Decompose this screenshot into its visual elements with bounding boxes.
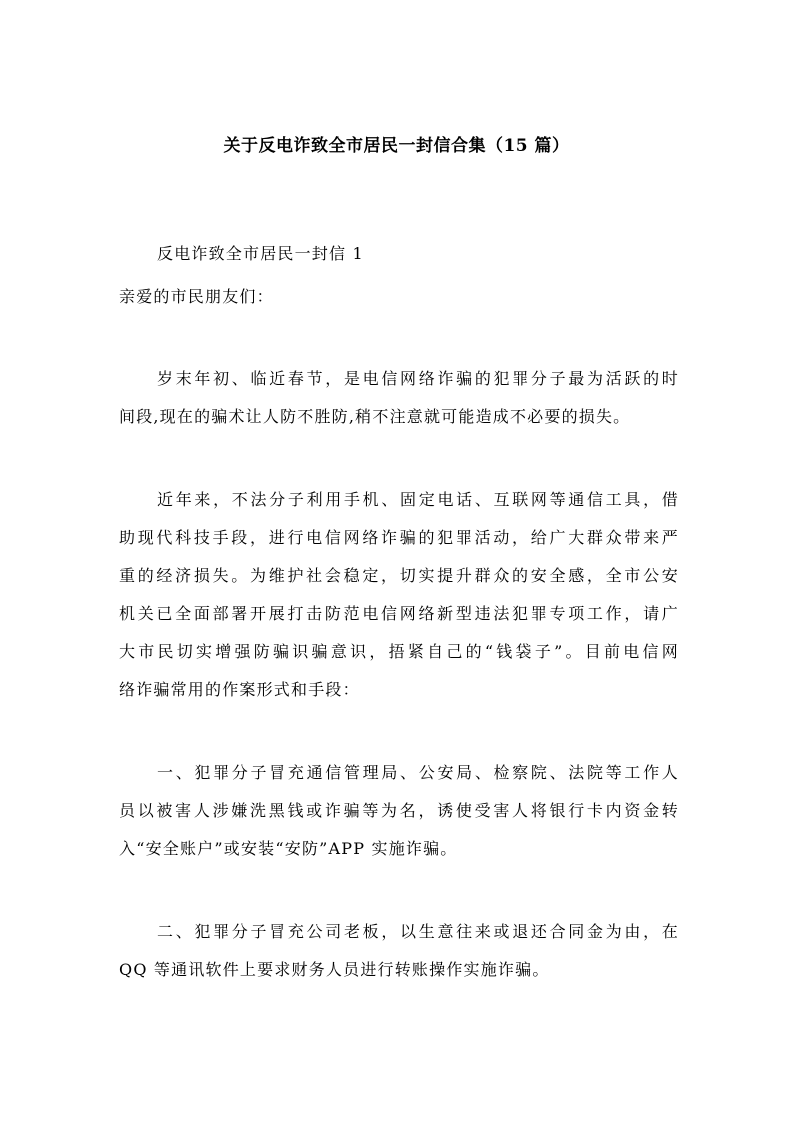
paragraph-3-line-2: 员以被害人涉嫌洗黑钱或诈骗等为名，诱使受害人将银行卡内资金转 xyxy=(119,801,679,820)
letter-subtitle: 反电诈致全市居民一封信 1 xyxy=(157,244,364,263)
paragraph-1-line-1: 岁末年初、临近春节，是电信网络诈骗的犯罪分子最为活跃的时 xyxy=(157,369,679,388)
paragraph-2-line-6: 络诈骗常用的作案形式和手段： xyxy=(119,680,360,699)
salutation: 亲爱的市民朋友们： xyxy=(119,287,274,306)
document-title: 关于反电诈致全市居民一封信合集（15 篇） xyxy=(223,136,570,156)
paragraph-3-line-3: 入“安全账户”或安装“安防”APP 实施诈骗。 xyxy=(119,839,458,858)
paragraph-4-line-2: QQ 等通讯软件上要求财务人员进行转账操作实施诈骗。 xyxy=(119,960,550,979)
paragraph-4-line-1: 二、犯罪分子冒充公司老板，以生意往来或退还合同金为由，在 xyxy=(157,922,679,941)
paragraph-1-line-2: 间段,现在的骗术让人防不胜防,稍不注意就可能造成不必要的损失。 xyxy=(119,407,631,426)
paragraph-3-line-1: 一、犯罪分子冒充通信管理局、公安局、检察院、法院等工作人 xyxy=(157,763,679,782)
paragraph-2-line-2: 助现代科技手段，进行电信网络诈骗的犯罪活动，给广大群众带来严 xyxy=(119,528,679,547)
paragraph-2-line-4: 机关已全面部署开展打击防范电信网络新型违法犯罪专项工作，请广 xyxy=(119,604,679,623)
paragraph-2-line-5: 大市民切实增强防骗识骗意识，捂紧自己的“钱袋子”。目前电信网 xyxy=(119,642,679,661)
paragraph-2-line-1: 近年来，不法分子利用手机、固定电话、互联网等通信工具，借 xyxy=(157,490,679,509)
paragraph-2-line-3: 重的经济损失。为维护社会稳定，切实提升群众的安全感，全市公安 xyxy=(119,566,679,585)
